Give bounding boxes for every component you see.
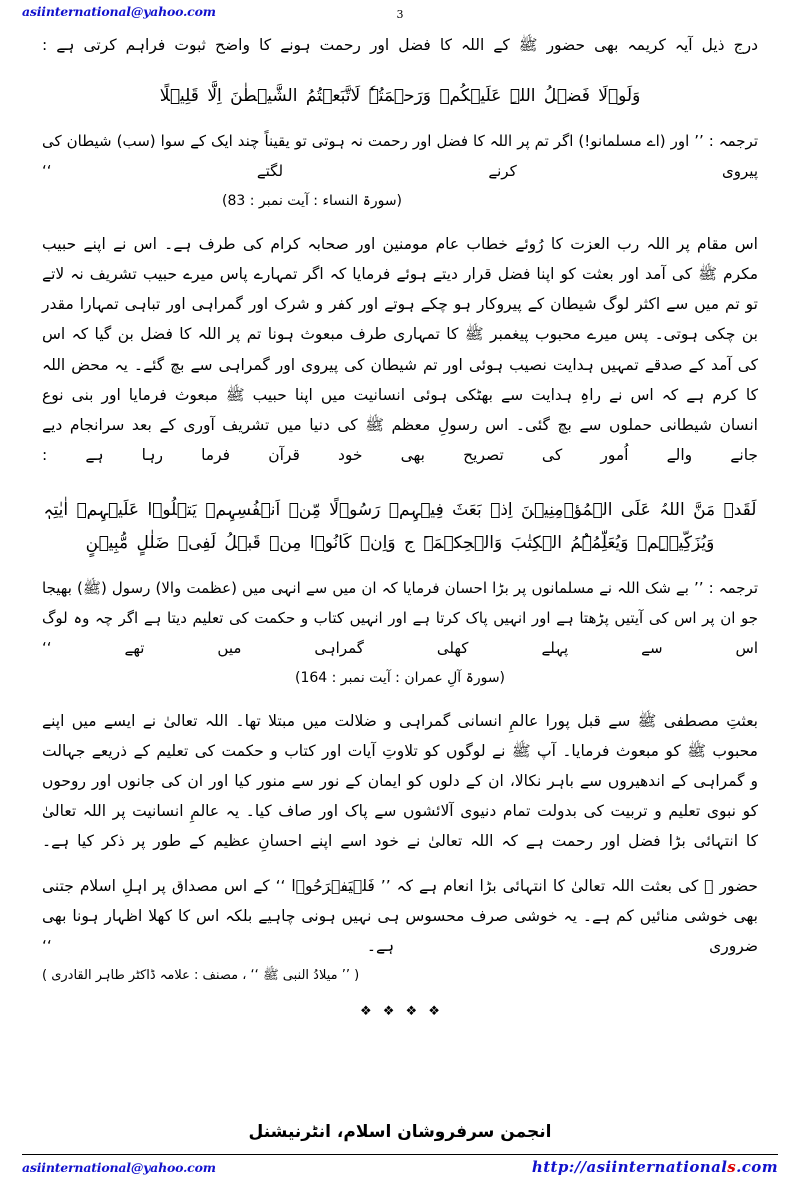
quran-verse-block-2 xyxy=(42,494,758,559)
spacer xyxy=(42,118,758,126)
verse-2-translation: ترجمہ : ’’ بے شک اللہ نے مسلمانوں پر بڑا احسان فرمایا کہ ان میں سے انہی میں (عظمت والا) رسول (ﷺ) بھیجا جو ان پر اس کی آیتیں پڑھتا ہے اور انہیں پاک کرتا ہے اور انہیں کتاب و حکمت کی تعلیم دیتا ہے اگر چہ وہ لوگ اس سے پہلے کھلی گمراہی میں تھے ‘‘ xyxy=(42,579,758,657)
diamond-icon: ❖ xyxy=(382,1004,395,1020)
footer-email-address[interactable]: asiinternational@yahoo.com xyxy=(22,1160,216,1175)
spacer xyxy=(42,565,758,573)
diamond-icon: ❖ xyxy=(360,1004,372,1020)
verse-2-reference: (سورۃ آلِ عمران : آیت نمبر : 164) xyxy=(294,670,506,686)
spacer xyxy=(42,698,758,706)
spacer xyxy=(42,470,758,484)
document-body xyxy=(0,30,800,1085)
spacer xyxy=(42,221,758,229)
footer-url-tld: .com xyxy=(736,1158,778,1176)
intro-paragraph: درج ذیل آیہ کریمہ بھی حضور ﷺ کے اللہ کا فضل اور رحمت ہونے کا واضح ثبوت فراہم کرتی ہے : xyxy=(42,36,758,54)
footer-url-main: http://asiinternational xyxy=(531,1158,728,1176)
footer-website-url[interactable] xyxy=(532,1158,778,1176)
source-citation: ( ’’ میلادُ النبی ﷺ ‘‘ ، مصنف : علامہ ڈاکٹر طاہر القادری ) xyxy=(42,968,360,984)
quran-verse-1: وَلَوۡلَا فَضۡلُ اللہِ عَلَیۡکُمۡ وَرَحۡمَتُہٗ لَاتَّبَعۡتُمُ الشَّیۡطٰنَ اِلَّا قَلِیۡلًا xyxy=(159,85,641,106)
diamond-icon: ❖ xyxy=(428,1004,440,1020)
verse-1-translation: ترجمہ : ’’ اور (اے مسلمانو!) اگر تم پر اللہ کا فضل اور رحمت نہ ہوتی تو یقیناً چند ایک کے سوا (سب) شیطان کی پیروی کرنے لگتے ‘‘ xyxy=(42,132,758,181)
verse-1-reference: (سورۃ النساء : آیت نمبر : 83) xyxy=(222,193,403,210)
footer-url-accent-letter: s xyxy=(727,1158,737,1176)
header-email-address[interactable]: asiinternational@yahoo.com xyxy=(22,4,216,19)
diamond-separator xyxy=(42,1002,758,1018)
commentary-paragraph-1: اس مقام پر اللہ رب العزت کا رُوئے خطاب عام مومنین اور صحابہ کرام کی طرف ہے۔ اس نے اپنے حبیب مکرم ﷺ کی آمد اور بعثت کو اپنا فضل قرار دیتے ہوئے فرمایا کہ اگر تمہارے پاس میرے حبیب تشریف نہ لاتے تو تم میں سے اکثر لوگ شیطان کے پیروکار ہو چکے ہوتے اور کفر و شرک اور گمراہی اور تباہی تمہارا مقدر بن چکی ہوتی۔ پس میرے محبوب پیغمبر ﷺ کا تمہاری طرف مبعوث ہونا تم پر اللہ کا فضل بن گیا کہ اس کی آمد کے صدقے تمہیں ہدایت نصیب ہوئی اور تم شیطان کی پیروی اور گمراہی سے بچ گئے۔ یہ محض اللہ کا کرم ہے کہ اس نے راہِ ہدایت سے بھٹکی ہوئی انسانیت میں اپنا حبیب ﷺ مبعوث فرمایا اور بنی نوع انسان شیطانی حملوں سے بچ گئی۔ اس رسولِ معظم ﷺ کی دنیا میں تشریف آوری کے بعد سرانجام دیے جانے والے اُمور کی تصریح بھی خود قرآن فرما رہا ہے : xyxy=(42,234,758,465)
spacer xyxy=(42,857,758,871)
footer-divider xyxy=(22,1154,778,1155)
commentary-paragraph-3: حضور ﷺ کی بعثت اللہ تعالیٰ کا انتہائی بڑا انعام ہے کہ ’’ فَلۡیَفۡرَحُوۡا ‘‘ کے اس مصداق پر اہلِ اسلام جتنی بھی خوشی منائیں کم ہے۔ یہ خوشی صرف محسوس ہی نہیں ہونی چاہیے بلکہ اس کا کھلا اظہار ہونا بھی ضروری ہے۔ ‘‘ xyxy=(42,876,758,956)
quran-verse-2-line-1: لَقَدۡ مَنَّ اللہُ عَلَی الۡمُؤۡمِنِیۡنَ اِذۡ بَعَثَ فِیۡہِمۡ رَسُوۡلًا مِّنۡ اَنۡفُسِہِمۡ یَتۡلُوۡا عَلَیۡہِمۡ اٰیٰتِہٖ xyxy=(43,500,757,521)
spacer xyxy=(42,62,758,70)
quran-verse-2-line-2: وَیُزَکِّیۡہِمۡ وَیُعَلِّمُہُمُ الۡکِتٰبَ وَالۡحِکۡمَۃَ ج وَاِنۡ کَانُوۡا مِنۡ قَبۡلُ لَفِیۡ ضَلٰلٍ مُّبِیۡنٍ xyxy=(85,532,715,553)
quran-verse-block-1 xyxy=(42,80,758,112)
organization-name: انجمن سرفروشان اسلام، انٹرنیشنل xyxy=(248,1122,552,1142)
diamond-icon: ❖ xyxy=(405,1004,418,1020)
page-number: 3 xyxy=(396,8,404,21)
commentary-paragraph-2: بعثتِ مصطفی ﷺ سے قبل پورا عالمِ انسانی گمراہی و ضلالت میں مبتلا تھا۔ اللہ تعالیٰ نے ایسے میں اپنے محبوب ﷺ کو مبعوث فرمایا۔ آپ ﷺ نے لوگوں کو تلاوتِ آیات اور کتاب و حکمت کی تعلیم کے ذریعے جہالت و گمراہی کے اندھیروں سے باہر نکالا، ان کے دلوں کو ایمان کے نور سے منور کیا اور ان کی جانوں اور روحوں کو نبوی تعلیم و تربیت کی بدولت تمام دنیوی آلائشوں سے پاک اور صاف کیا۔ یہ عالمِ انسانیت پر اللہ تعالیٰ کا انتہائی بڑا فضل اور رحمت ہے کہ اللہ تعالیٰ نے خود اسے اپنے احسانِ عظیم کے طور پر ذکر کیا ہے۔ xyxy=(42,711,758,851)
